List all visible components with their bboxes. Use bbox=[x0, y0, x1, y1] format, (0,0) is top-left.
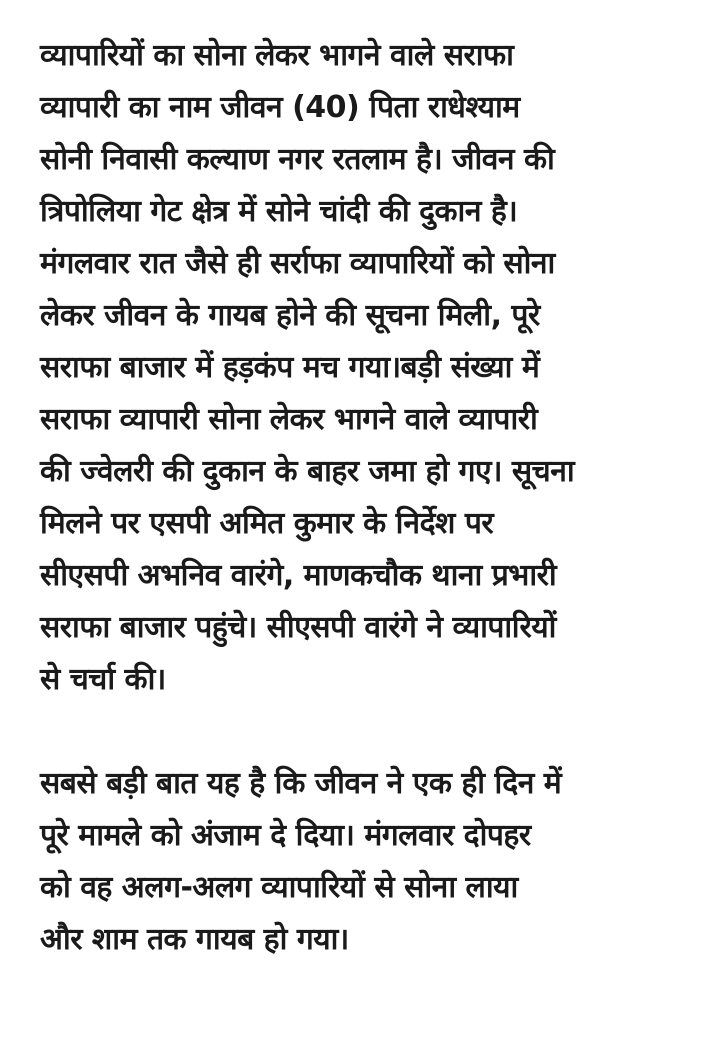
paragraph-1 bbox=[40, 30, 690, 706]
text-line: सबसे बड़ी बात यह है कि जीवन ने एक ही दिन में bbox=[40, 766, 562, 801]
paragraph-spacer bbox=[40, 706, 690, 758]
text-line: सीएसपी अभनिव वारंगे, माणकचौक थाना प्रभारी bbox=[40, 558, 557, 593]
text-line: व्यापारी का नाम जीवन (40) पिता राधेश्याम bbox=[40, 90, 520, 125]
text-line: व्यापारियों का सोना लेकर भागने वाले सराफा bbox=[40, 38, 514, 73]
text-line: मंगलवार रात जैसे ही सर्राफा व्यापारियों को सोना bbox=[40, 246, 555, 281]
text-line: पूरे मामले को अंजाम दे दिया। मंगलवार दोपहर bbox=[40, 818, 531, 853]
text-line: सोनी निवासी कल्याण नगर रतलाम है। जीवन की bbox=[40, 142, 555, 177]
text-line: को वह अलग-अलग व्यापारियों से सोना लाया bbox=[40, 870, 518, 905]
text-line: और शाम तक गायब हो गया। bbox=[40, 922, 349, 957]
paragraph-2 bbox=[40, 758, 690, 966]
text-line: की ज्वेलरी की दुकान के बाहर जमा हो गए। सूचना bbox=[40, 454, 575, 489]
text-line: सराफा व्यापारी सोना लेकर भागने वाले व्यापारी bbox=[40, 402, 538, 437]
text-line: त्रिपोलिया गेट क्षेत्र में सोने चांदी की दुकान है। bbox=[40, 194, 518, 229]
text-line: सराफा बाजार में हड़कंप मच गया।बड़ी संख्या में bbox=[40, 350, 540, 385]
text-line: मिलने पर एसपी अमित कुमार के निर्देश पर bbox=[40, 506, 494, 541]
text-line: लेकर जीवन के गायब होने की सूचना मिली, पूरे bbox=[40, 298, 540, 333]
text-line: से चर्चा की। bbox=[40, 662, 166, 697]
text-line: सराफा बाजार पहुंचे। सीएसपी वारंगे ने व्यापारियों bbox=[40, 610, 556, 645]
